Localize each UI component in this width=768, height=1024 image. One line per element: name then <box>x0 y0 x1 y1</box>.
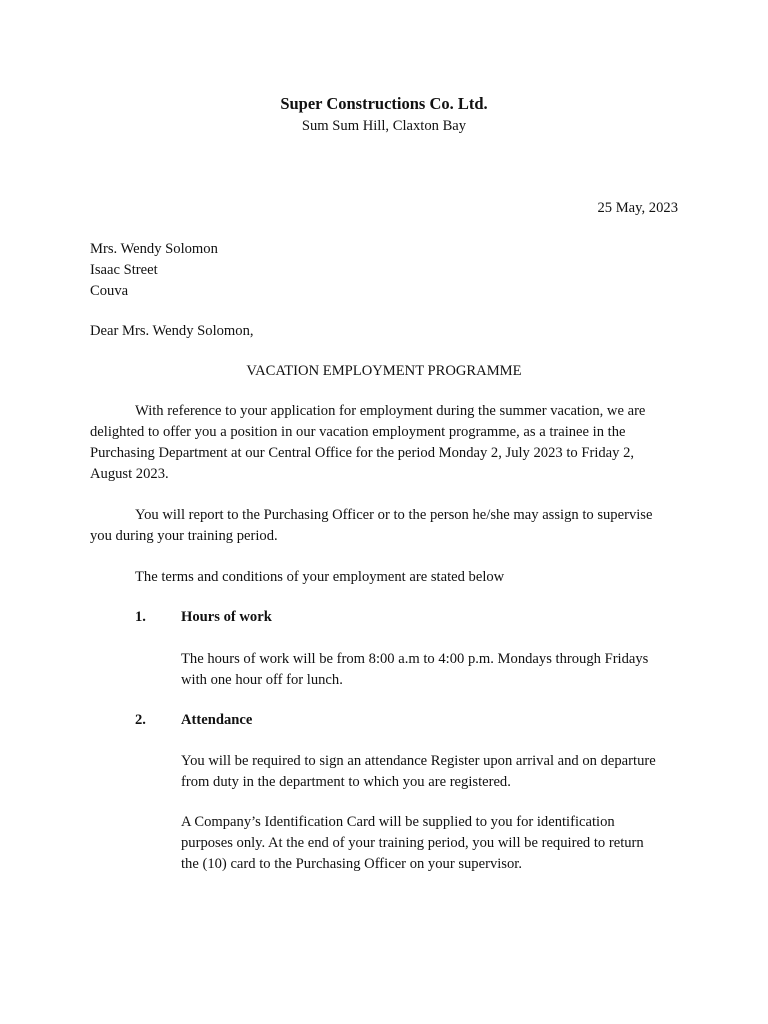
paragraph-line: delighted to offer you a position in our vacation employment programme, as a trainee in the <box>90 424 626 440</box>
paragraph-line: purposes only. At the end of your training period, you will be required to return <box>181 835 644 851</box>
paragraph-line: The hours of work will be from 8:00 a.m to 4:00 p.m. Mondays through Fridays <box>181 651 649 667</box>
paragraph-line: with one hour off for lunch. <box>181 672 343 688</box>
section-2-title: Attendance <box>181 712 253 728</box>
recipient-street: Isaac Street <box>90 262 158 278</box>
paragraph-line: You will report to the Purchasing Officer or to the person he/she may assign to supervise <box>135 507 653 523</box>
paragraph-line: August 2023. <box>90 466 169 482</box>
section-2-paragraph-1 <box>181 751 681 793</box>
section-2-paragraph-2 <box>181 812 681 875</box>
recipient-block <box>90 239 218 302</box>
body-paragraph-3 <box>90 567 680 588</box>
letter-date: 25 May, 2023 <box>597 200 678 216</box>
recipient-name: Mrs. Wendy Solomon <box>90 241 218 257</box>
subject-line: VACATION EMPLOYMENT PROGRAMME <box>246 363 522 379</box>
salutation: Dear Mrs. Wendy Solomon, <box>90 323 254 339</box>
paragraph-line: you during your training period. <box>90 528 278 544</box>
paragraph-line: You will be required to sign an attendance Register upon arrival and on departure <box>181 753 656 769</box>
paragraph-line: the (10) card to the Purchasing Officer on your supervisor. <box>181 856 522 872</box>
section-1-number: 1. <box>135 609 146 625</box>
paragraph-line: The terms and conditions of your employment are stated below <box>135 569 505 585</box>
recipient-town: Couva <box>90 283 129 299</box>
paragraph-line: Purchasing Department at our Central Office for the period Monday 2, July 2023 to Friday 2, <box>90 445 635 461</box>
section-1-paragraph <box>181 649 681 691</box>
section-2-number: 2. <box>135 712 146 728</box>
paragraph-line: A Company’s Identification Card will be supplied to you for identification <box>181 814 615 830</box>
company-address: Sum Sum Hill, Claxton Bay <box>301 118 467 134</box>
company-name: Super Constructions Co. Ltd. <box>280 94 488 113</box>
section-1-title: Hours of work <box>181 609 272 625</box>
paragraph-line: With reference to your application for employment during the summer vacation, we are <box>135 403 646 419</box>
body-paragraph-2 <box>90 505 680 547</box>
body-paragraph-1 <box>90 401 680 485</box>
paragraph-line: from duty in the department to which you are registered. <box>181 774 511 790</box>
